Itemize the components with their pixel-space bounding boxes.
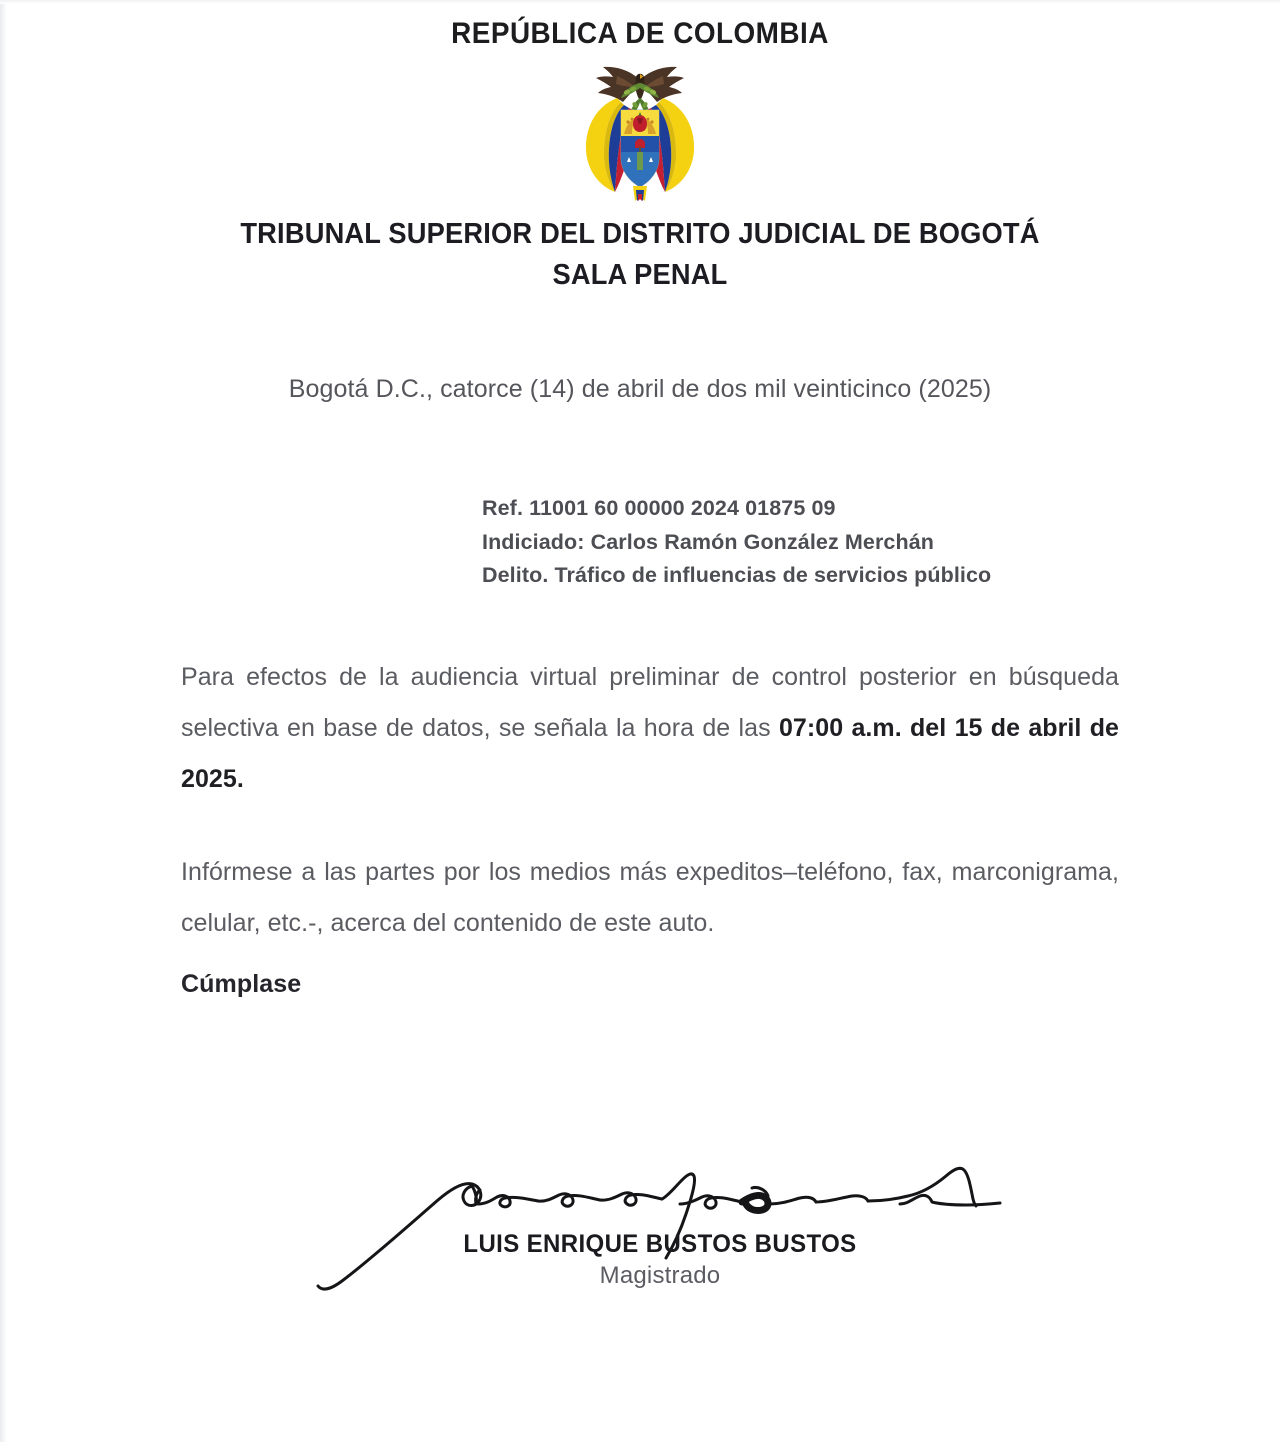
court-heading-line-1: TRIBUNAL SUPERIOR DEL DISTRITO JUDICIAL DE BOGOTÁ <box>240 218 1040 250</box>
hearing-text-lead: Para efectos de la audiencia virtual preliminar de control posterior en búsqueda selectiva en base de datos, se señala la hora de las <box>181 663 1119 742</box>
coat-of-arms-container <box>0 58 1280 206</box>
signature-block <box>300 1138 1020 1318</box>
page-top-edge-shadow <box>0 0 1280 4</box>
court-heading-line-2: SALA PENAL <box>552 259 728 292</box>
reference-block <box>482 492 1122 593</box>
court-heading <box>38 214 1241 296</box>
document-header <box>0 18 1280 50</box>
signer-name: LUIS ENRIQUE BUSTOS BUSTOS <box>463 1230 857 1258</box>
closing-order: Cúmplase <box>181 970 302 998</box>
reference-number: Ref. 11001 60 00000 2024 01875 09 <box>482 496 836 520</box>
handwritten-signature-icon <box>300 1138 1020 1318</box>
dateline: Bogotá D.C., catorce (14) de abril de dos mil veinticinco (2025) <box>288 375 992 403</box>
hearing-datetime: 07:00 a.m. del 15 de abril de 2025. <box>181 713 1119 793</box>
page-left-edge-shadow <box>0 0 7 1442</box>
body-paragraph-hearing <box>181 652 1119 804</box>
body-paragraph-notification: Infórmese a las partes por los medios más expeditos–teléfono, fax, marconigrama, celular, etc.-, acerca del contenido de este auto. <box>181 858 1119 937</box>
crime-description: Delito. Tráfico de influencias de servicios público <box>482 563 992 588</box>
colombia-coat-of-arms-icon <box>577 58 703 204</box>
indicted-person: Indiciado: Carlos Ramón González Merchán <box>482 529 934 554</box>
signer-role: Magistrado <box>599 1262 721 1289</box>
country-heading: REPÚBLICA DE COLOMBIA <box>451 17 829 50</box>
